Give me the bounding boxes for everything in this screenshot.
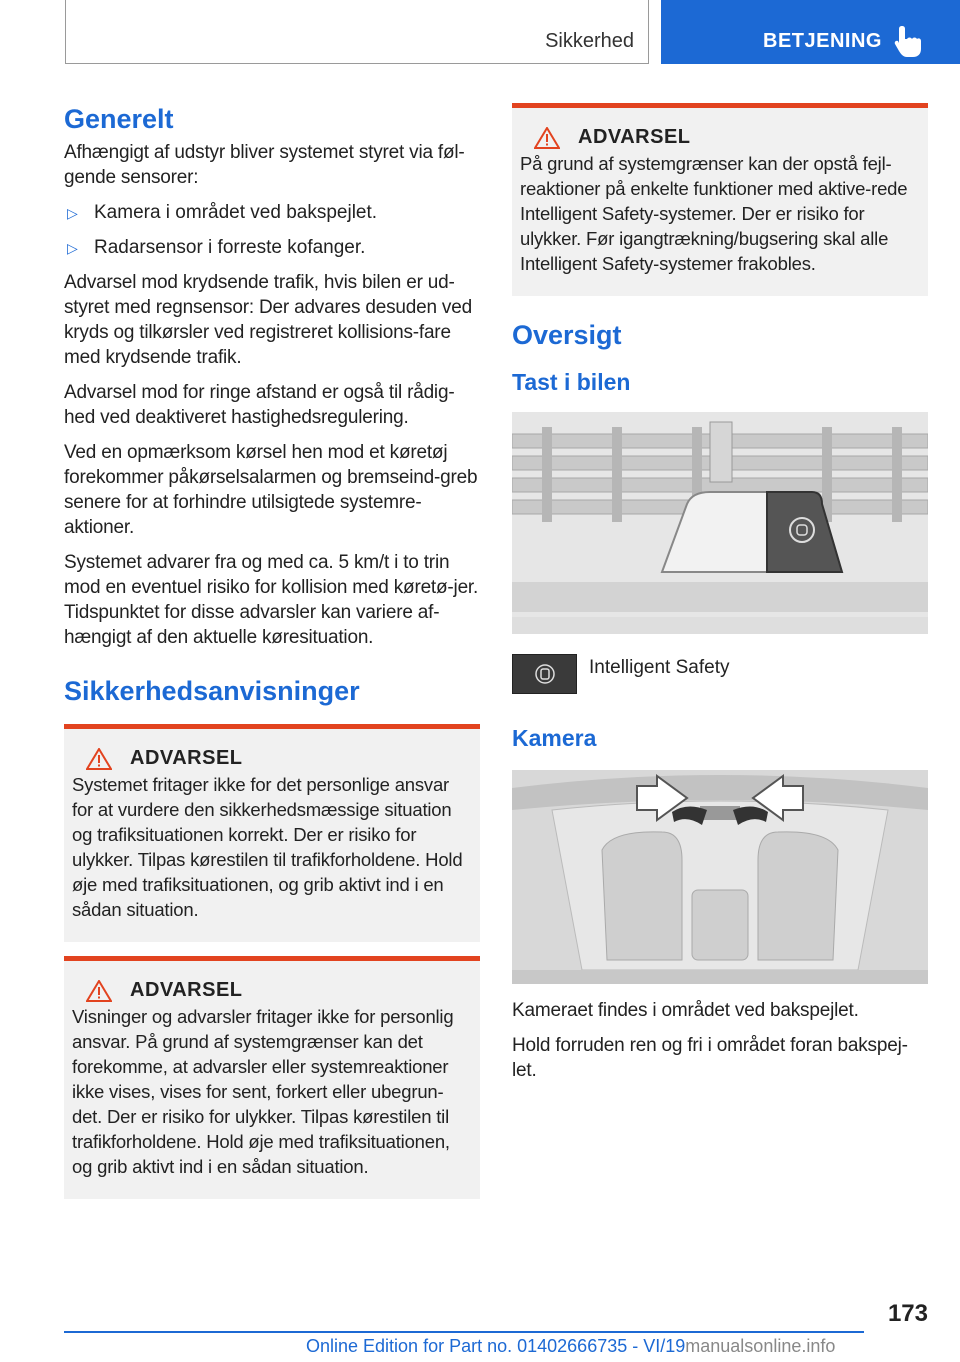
button-panel-illustration — [512, 412, 928, 634]
warning-box — [64, 724, 480, 942]
left-column — [64, 100, 480, 1213]
list-item — [64, 235, 480, 260]
warning-text: Systemet fritager ikke for det personlige ansvar for at vurdere den sikkerhedsmæssige situation og trafiksituationen korrekt. Der er risiko for ulykker. Tilpas kørestilen til trafikforholdene. Hold øje med trafiksituationen, og grib aktivt ind i en sådan situation. — [72, 774, 463, 920]
heading-tast-i-bilen: Tast i bilen — [512, 369, 631, 395]
camera-illustration — [512, 770, 928, 984]
paragraph: Advarsel mod krydsende trafik, hvis bilen er ud-styret med regnsensor: Der advares desuden ved kryds og tilkørsler ved registreret kollisions-fare med krydsende trafik. — [64, 272, 472, 368]
heading-kamera: Kamera — [512, 725, 597, 751]
warning-title: ADVARSEL — [130, 747, 243, 769]
list-item-text: Radarsensor i forreste kofanger. — [94, 237, 366, 258]
warning-text: Visninger og advarsler fritager ikke for personlig ansvar. På grund af systemgrænser kan det forekomme, at advarsler eller systemreaktioner ikke vises, vises for sent, forkert eller ubegrun-det. Der er risiko for ulykker. Tilpas kørestilen til trafikforholdene. Hold øje med trafiksituationen, og grib aktivt ind i en sådan situation. — [72, 1006, 454, 1177]
paragraph: Advarsel mod for ringe afstand er også til rådig-hed ved deaktiveret hastighedsregulering. — [64, 382, 455, 428]
legend-label: Intelligent Safety — [589, 657, 730, 678]
list-item — [64, 200, 480, 225]
header-chapter-label: BETJENING — [763, 30, 882, 52]
warning-title: ADVARSEL — [578, 126, 691, 148]
warning-triangle-icon — [534, 127, 560, 149]
intelligent-safety-button-icon — [512, 654, 577, 694]
paragraph: Kameraet findes i området ved bakspejlet. — [512, 1000, 859, 1021]
sensor-list — [64, 200, 480, 260]
heading-generelt: Generelt — [64, 104, 174, 134]
watermark-text: manualsonline.info — [685, 1336, 836, 1356]
warning-text: På grund af systemgrænser kan der opstå fejl-reaktioner på enkelte funktioner med aktive-rede Intelligent Safety-systemer. Der er risiko for ulykker. Før igangtrækning/bugsering skal alle Intelligent Safety-systemer frakobles. — [520, 153, 908, 274]
button-panel-drawing — [512, 412, 928, 634]
header-chapter-tab — [661, 0, 960, 64]
right-column — [512, 103, 928, 1093]
heading-oversigt: Oversigt — [512, 320, 622, 350]
warning-title: ADVARSEL — [130, 979, 243, 1001]
pointing-hand-icon — [893, 24, 923, 58]
warning-box — [64, 956, 480, 1199]
footer-edition-text: Online Edition for Part no. 01402666735 - VI/19 — [306, 1336, 686, 1356]
warning-triangle-icon — [86, 980, 112, 1002]
camera-drawing — [512, 770, 928, 984]
paragraph: Ved en opmærksom kørsel hen mod et køretøj forekommer påkørselsalarmen og bremseind-greb senere for at forhindre utilsigtede systemre-aktioner. — [64, 442, 478, 538]
header-section-label: Sikkerhed — [545, 30, 634, 52]
page-number: 173 — [887, 1300, 928, 1327]
triangle-bullet-icon: ▷ — [67, 240, 78, 256]
footer-divider — [64, 1331, 864, 1333]
paragraph: Systemet advarer fra og med ca. 5 km/t i to trin mod en eventuel risiko for kollision med køretø-jer. Tidspunktet for disse advarsler kan variere af-hængigt af den aktuelle køresituation. — [64, 552, 479, 648]
footer-edition — [306, 1336, 835, 1357]
heading-sikkerhedsanvisninger: Sikkerhedsanvisninger — [64, 676, 360, 706]
paragraph: Hold forruden ren og fri i området foran bakspej-let. — [512, 1035, 908, 1081]
triangle-bullet-icon: ▷ — [67, 205, 78, 221]
paragraph: Afhængigt af udstyr bliver systemet styret via føl-gende sensorer: — [64, 142, 465, 188]
legend-row — [512, 654, 928, 694]
warning-triangle-icon — [86, 748, 112, 770]
header-section-tab — [65, 0, 649, 64]
list-item-text: Kamera i området ved bakspejlet. — [94, 202, 378, 223]
warning-box — [512, 103, 928, 296]
